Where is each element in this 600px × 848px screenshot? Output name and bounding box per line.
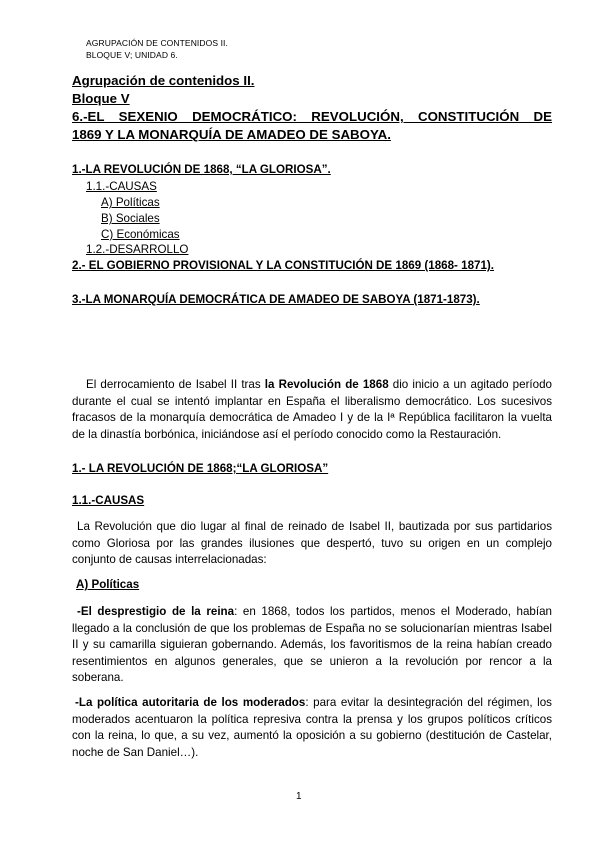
title-line3: 6.-EL SEXENIO DEMOCRÁTICO: REVOLUCIÓN, CONSTITUCIÓN DE (72, 109, 552, 124)
title-line4: 1869 Y LA MONARQUÍA DE AMADEO DE SABOYA. (72, 127, 391, 142)
running-header-line2: BLOQUE V; UNIDAD 6. (86, 50, 178, 60)
toc-section-2[interactable]: 2.- EL GOBIERNO PROVISIONAL Y LA CONSTITUCIÓN DE 1869 (1868- 1871). (72, 259, 494, 272)
toc-section-1-2[interactable]: 1.2.-DESARROLLO (86, 243, 189, 256)
point1-bold: -El desprestigio de la reina (77, 605, 235, 618)
point1-text: : en 1868, todos los partidos, menos el Moderado, habían llegado a la conclusión de que los problemas de España no se solucionarían mientras Isabel II y su camarilla siguieran gobernando. Además, los favoritismos de la reina habían creado resentimientos en algunos generales, que se unieron a la revolución por rencor a la soberana. (72, 605, 552, 685)
intro-text-pre: El derrocamiento de Isabel II tras (86, 378, 265, 391)
intro-text-post: dio inicio a un agitado período durante el cual se intentó implantar en España el liberalismo democrático. Los sucesivos fracasos de la monarquía democrática de Amadeo I y de la Iª República facilitaron la vuelta de la dinastía borbónica, iniciándose así el período conocido como la Restauración. (72, 378, 552, 441)
point-politica-autoritaria (72, 695, 552, 761)
intro-text-bold: la Revolución de 1868 (264, 378, 389, 391)
section-1-1-heading: 1.1.-CAUSAS (72, 494, 145, 507)
intro-paragraph (72, 377, 552, 443)
toc-item-b[interactable]: B) Sociales (101, 212, 160, 225)
toc-item-c[interactable]: C) Económicas (101, 228, 180, 241)
title-line2: Bloque V (72, 91, 130, 106)
section-1-heading: 1.- LA REVOLUCIÓN DE 1868;“LA GLORIOSA” (72, 462, 329, 475)
toc-section-1-1[interactable]: 1.1.-CAUSAS (86, 180, 157, 193)
page-number: 1 (296, 791, 302, 802)
causas-paragraph: La Revolución que dio lugar al final de reinado de Isabel II, bautizada por sus partidarios como Gloriosa por las grandes ilusiones que despertó, tuvo su origen en un complejo conjunto de causas interrelacionadas: (72, 520, 552, 567)
toc-item-a[interactable]: A) Políticas (101, 196, 160, 209)
point-desprestigio-reina (72, 604, 552, 687)
point2-bold: -La política autoritaria de los moderados (75, 696, 306, 709)
running-header-line1: AGRUPACIÓN DE CONTENIDOS II. (86, 38, 228, 48)
toc-section-1[interactable]: 1.-LA REVOLUCIÓN DE 1868, “LA GLORIOSA”. (72, 163, 331, 176)
toc-section-3[interactable]: 3.-LA MONARQUÍA DEMOCRÁTICA DE AMADEO DE SABOYA (1871-1873). (72, 293, 480, 306)
point2-text: : para evitar la desintegración del régimen, los moderados acentuaron la política represiva contra la prensa y los grupos políticos críticos con la reina, lo que, a su vez, aumentó la oposición a su gobierno (destitución de Castelar, noche de San Daniel…). (72, 696, 552, 759)
politicas-heading: A) Políticas (76, 578, 140, 591)
title-line1: Agrupación de contenidos II. (72, 73, 255, 88)
